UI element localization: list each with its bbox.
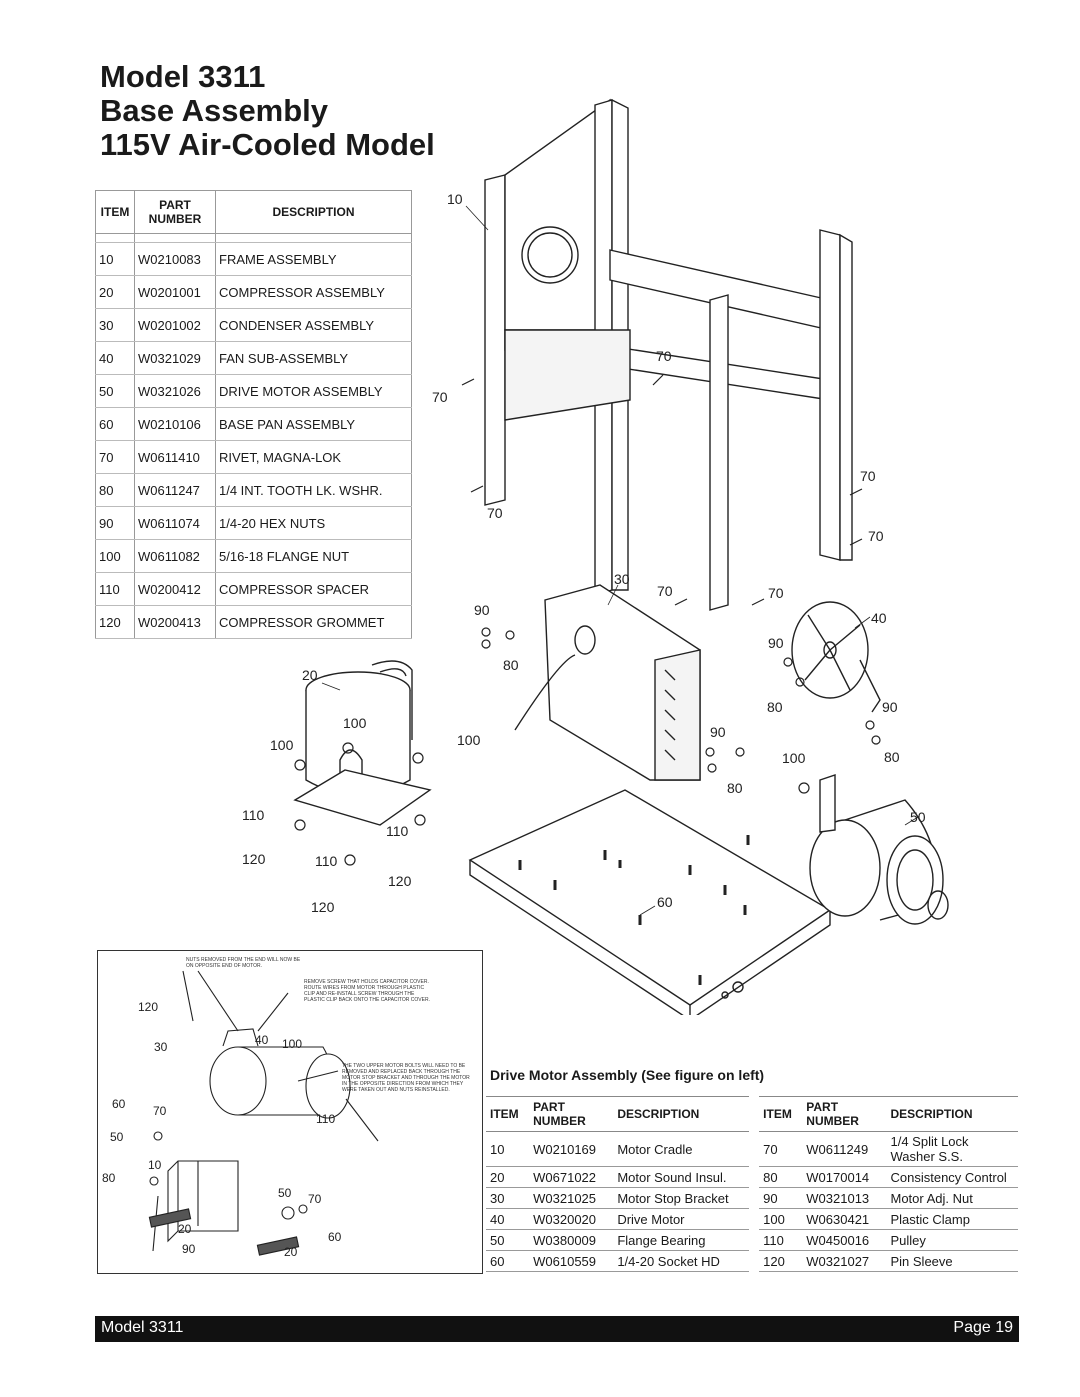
table-row: [486, 1209, 1018, 1230]
table-row: [486, 1167, 1018, 1188]
inset-callout-70: 70: [308, 1192, 322, 1206]
description-cell: Motor Cradle: [613, 1132, 749, 1167]
part-cell: W0671022: [529, 1167, 613, 1188]
part-cell: W0321027: [802, 1251, 886, 1272]
table-row: [486, 1251, 1018, 1272]
table-row: [486, 1188, 1018, 1209]
inset-callout-90: 90: [182, 1242, 196, 1256]
item-cell: 50: [96, 375, 135, 408]
description-cell: Pin Sleeve: [886, 1251, 1018, 1272]
header-number: NUMBER: [533, 1114, 586, 1128]
item-cell: 70: [759, 1132, 802, 1167]
item-cell: 20: [486, 1167, 529, 1188]
callout-80: 80: [767, 699, 783, 715]
header-part-number-2: [802, 1097, 886, 1132]
part-cell: W0611082: [135, 540, 216, 573]
page-footer: [95, 1316, 1019, 1342]
callout-70: 70: [432, 389, 448, 405]
description-cell: DRIVE MOTOR ASSEMBLY: [216, 375, 412, 408]
description-cell: 5/16-18 FLANGE NUT: [216, 540, 412, 573]
part-cell: W0170014: [802, 1167, 886, 1188]
header-number: NUMBER: [148, 212, 202, 226]
condenser-drawing: [515, 585, 700, 780]
callout-50: 50: [910, 809, 926, 825]
description-cell: Pulley: [886, 1230, 1018, 1251]
item-cell: 60: [96, 408, 135, 441]
callout-120: 120: [242, 851, 266, 867]
inset-note-capacitor: REMOVE SCREW THAT HOLDS CAPACITOR COVER. ROUTE WIRES FROM MOTOR THROUGH PLASTIC CLIP AND RE-INSTALL SCREW THROUGH THE PLASTIC CLIP BACK ONTO THE CAPACITOR COVER.: [304, 979, 430, 1003]
callout-70: 70: [487, 505, 503, 521]
table-row: [486, 1132, 1018, 1167]
footer-model: Model 3311: [101, 1319, 184, 1336]
item-cell: 120: [96, 606, 135, 639]
drive-motor-inset-figure: [97, 950, 483, 1274]
item-cell: 100: [759, 1209, 802, 1230]
description-cell: Motor Sound Insul.: [613, 1167, 749, 1188]
callout-120: 120: [388, 873, 412, 889]
callout-10: 10: [447, 191, 463, 207]
item-cell: 70: [96, 441, 135, 474]
part-cell: W0210106: [135, 408, 216, 441]
inset-callout-40: 40: [255, 1033, 269, 1047]
part-cell: W0611249: [802, 1132, 886, 1167]
description-cell: COMPRESSOR ASSEMBLY: [216, 276, 412, 309]
title-model: Model 3311: [100, 59, 266, 94]
callout-110: 110: [315, 853, 338, 869]
item-cell: 20: [96, 276, 135, 309]
callout-70: 70: [657, 583, 673, 599]
item-cell: 110: [96, 573, 135, 606]
callout-90: 90: [882, 699, 898, 715]
item-cell: 40: [486, 1209, 529, 1230]
inset-callout-110: 110: [316, 1112, 336, 1126]
callout-80: 80: [727, 780, 743, 796]
header-item-2: ITEM: [759, 1097, 802, 1132]
inset-callout-80: 80: [102, 1171, 116, 1185]
header-part: PART: [159, 198, 191, 212]
callout-40: 40: [871, 610, 887, 626]
callout-70: 70: [768, 585, 784, 601]
callout-90: 90: [768, 635, 784, 651]
table-row: [486, 1230, 1018, 1251]
part-cell: W0321026: [135, 375, 216, 408]
inset-callout-120: 120: [138, 1000, 159, 1014]
item-cell: 30: [96, 309, 135, 342]
callout-90: 90: [710, 724, 726, 740]
part-cell: W0320020: [529, 1209, 613, 1230]
description-cell: COMPRESSOR GROMMET: [216, 606, 412, 639]
inset-callout-20: 20: [178, 1222, 192, 1236]
header-description: DESCRIPTION: [613, 1097, 749, 1132]
item-cell: 120: [759, 1251, 802, 1272]
item-cell: 110: [759, 1230, 802, 1251]
description-cell: FAN SUB-ASSEMBLY: [216, 342, 412, 375]
callout-30: 30: [614, 571, 630, 587]
callout-80: 80: [503, 657, 519, 673]
callout-20: 20: [302, 667, 318, 683]
callout-70: 70: [868, 528, 884, 544]
description-cell: 1/4 Split Lock Washer S.S.: [886, 1132, 1018, 1167]
title-assembly: Base Assembly: [100, 93, 329, 128]
callout-70: 70: [860, 468, 876, 484]
part-cell: W0210083: [135, 243, 216, 276]
description-cell: 1/4-20 HEX NUTS: [216, 507, 412, 540]
part-cell: W0380009: [529, 1230, 613, 1251]
item-cell: 60: [486, 1251, 529, 1272]
description-cell: COMPRESSOR SPACER: [216, 573, 412, 606]
part-cell: W0321029: [135, 342, 216, 375]
header-part-number: [135, 191, 216, 234]
description-cell: 1/4 INT. TOOTH LK. WSHR.: [216, 474, 412, 507]
callout-100: 100: [270, 737, 294, 753]
inset-callout-60: 60: [112, 1097, 126, 1111]
inset-callout-30: 30: [154, 1040, 168, 1054]
drive-table-header: [486, 1097, 1018, 1132]
header-description-2: DESCRIPTION: [886, 1097, 1018, 1132]
description-cell: Drive Motor: [613, 1209, 749, 1230]
inset-callout-50: 50: [278, 1186, 292, 1200]
inset-callout-50: 50: [110, 1130, 124, 1144]
part-cell: W0610559: [529, 1251, 613, 1272]
description-cell: RIVET, MAGNA-LOK: [216, 441, 412, 474]
part-cell: W0200413: [135, 606, 216, 639]
callout-80: 80: [884, 749, 900, 765]
item-cell: 80: [759, 1167, 802, 1188]
item-cell: 40: [96, 342, 135, 375]
part-cell: W0630421: [802, 1209, 886, 1230]
item-cell: 10: [96, 243, 135, 276]
description-cell: Motor Stop Bracket: [613, 1188, 749, 1209]
description-cell: Motor Adj. Nut: [886, 1188, 1018, 1209]
part-cell: W0201001: [135, 276, 216, 309]
title-variant: 115V Air-Cooled Model: [100, 127, 435, 162]
item-cell: 80: [96, 474, 135, 507]
inset-callout-10: 10: [148, 1158, 162, 1172]
base-pan-drawing: [470, 790, 830, 1015]
part-cell: W0210169: [529, 1132, 613, 1167]
header-part: PART: [533, 1100, 565, 1114]
exploded-assembly-diagram: [230, 95, 950, 1015]
header-item: ITEM: [96, 191, 135, 234]
callout-110: 110: [386, 823, 409, 839]
compressor-drawing: [295, 661, 430, 825]
fan-drawing: [792, 602, 880, 712]
header-part-number: [529, 1097, 613, 1132]
drive-motor-table-title: Drive Motor Assembly (See figure on left): [490, 1067, 765, 1083]
header-part: PART: [806, 1100, 839, 1114]
header-item: ITEM: [486, 1097, 529, 1132]
part-cell: W0321013: [802, 1188, 886, 1209]
description-cell: 1/4-20 Socket HD: [613, 1251, 749, 1272]
item-cell: 30: [486, 1188, 529, 1209]
part-cell: W0450016: [802, 1230, 886, 1251]
item-cell: 90: [759, 1188, 802, 1209]
item-cell: 100: [96, 540, 135, 573]
callout-110: 110: [242, 807, 265, 823]
part-cell: W0200412: [135, 573, 216, 606]
callout-70: 70: [656, 348, 672, 364]
callout-90: 90: [474, 602, 490, 618]
drive-motor-parts-table: [486, 1096, 1018, 1272]
footer-page-number: Page 19: [953, 1319, 1013, 1336]
part-cell: W0201002: [135, 309, 216, 342]
inset-callout-20: 20: [284, 1245, 298, 1259]
inset-callout-70: 70: [153, 1104, 167, 1118]
description-cell: Plastic Clamp: [886, 1209, 1018, 1230]
inset-callout-60: 60: [328, 1230, 342, 1244]
description-cell: BASE PAN ASSEMBLY: [216, 408, 412, 441]
callout-100: 100: [343, 715, 367, 731]
part-cell: W0611074: [135, 507, 216, 540]
part-cell: W0611247: [135, 474, 216, 507]
item-cell: 50: [486, 1230, 529, 1251]
callout-60: 60: [657, 894, 673, 910]
callout-120: 120: [311, 899, 335, 915]
description-cell: CONDENSER ASSEMBLY: [216, 309, 412, 342]
inset-note-nuts: NUTS REMOVED FROM THE END WILL NOW BE ON OPPOSITE END OF MOTOR.: [186, 957, 301, 969]
inset-callout-100: 100: [282, 1037, 303, 1051]
callout-100: 100: [457, 732, 481, 748]
inset-note-motor-bolts: THE TWO UPPER MOTOR BOLTS WILL NEED TO BE REMOVED AND REPLACED BACK THROUGH THE MOTOR STOP BRACKET AND THROUGH THE MOTOR IN THE OPPOSITE DIRECTION FROM WHICH THEY WERE TAKEN OUT AND NUTS REINSTALLED.: [342, 1063, 470, 1093]
header-description: DESCRIPTION: [216, 191, 412, 234]
description-cell: Flange Bearing: [613, 1230, 749, 1251]
description-cell: Consistency Control: [886, 1167, 1018, 1188]
callout-100: 100: [782, 750, 806, 766]
part-cell: W0611410: [135, 441, 216, 474]
drive-motor-drawing: [810, 775, 948, 924]
item-cell: 10: [486, 1132, 529, 1167]
header-number: NUMBER: [806, 1114, 859, 1128]
part-cell: W0321025: [529, 1188, 613, 1209]
description-cell: FRAME ASSEMBLY: [216, 243, 412, 276]
item-cell: 90: [96, 507, 135, 540]
